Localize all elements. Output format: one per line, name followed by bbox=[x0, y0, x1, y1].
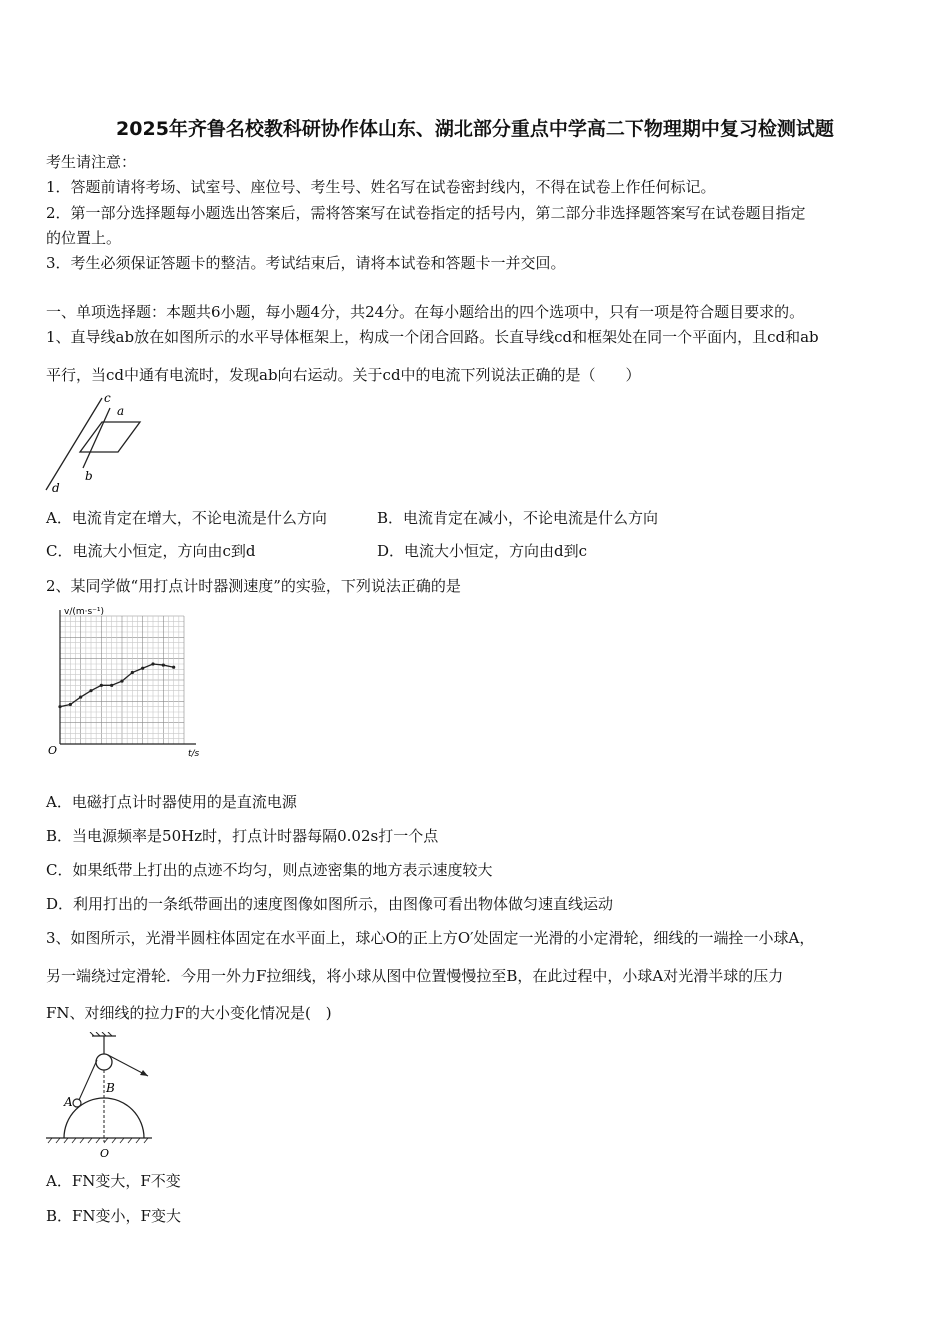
data-point bbox=[89, 689, 92, 692]
q1-circuit-figure bbox=[40, 390, 150, 498]
q1-option-b[interactable]: B．电流肯定在减小，不论电流是什么方向 bbox=[377, 509, 659, 527]
q1-stem-line-2: 平行，当cd中通有电流时，发现ab向右运动。关于cd中的电流下列说法正确的是（ ） bbox=[46, 366, 641, 384]
data-point bbox=[58, 705, 61, 708]
q3-stem-line-2: 另一端绕过定滑轮．今用一外力F拉细线，将小球从图中位置慢慢拉至B，在此过程中，小球A对光滑半球的压力 bbox=[46, 967, 784, 985]
q3-option-b[interactable]: B．FN变小，F变大 bbox=[46, 1207, 181, 1225]
label-a: a bbox=[117, 404, 125, 418]
section-heading: 一、单项选择题：本题共6小题，每小题4分，共24分。在每小题给出的四个选项中，只有一项是符合题目要求的。 bbox=[46, 303, 805, 321]
data-point bbox=[131, 671, 134, 674]
label-c: c bbox=[104, 391, 111, 405]
q2-option-d[interactable]: D．利用打出的一条纸带画出的速度图像如图所示，由图像可看出物体做匀速直线运动 bbox=[46, 895, 614, 913]
data-point bbox=[69, 703, 72, 706]
data-point bbox=[110, 684, 113, 687]
label-b: b bbox=[85, 469, 93, 483]
notice-item-3: 3．考生必须保证答题卡的整洁。考试结束后，请将本试卷和答题卡一并交回。 bbox=[46, 254, 566, 272]
q2-option-a[interactable]: A．电磁打点计时器使用的是直流电源 bbox=[46, 793, 297, 811]
data-point bbox=[172, 666, 175, 669]
q1-option-d[interactable]: D．电流大小恒定，方向由d到c bbox=[377, 542, 588, 560]
x-axis-label: t/s bbox=[188, 749, 200, 759]
data-point bbox=[79, 695, 82, 698]
notice-item-2-cont: 的位置上。 bbox=[46, 229, 122, 247]
data-point bbox=[151, 662, 154, 665]
wire-ab bbox=[83, 408, 110, 468]
q3-pulley-figure bbox=[44, 1032, 164, 1162]
notice-item-1: 1．答题前请将考场、试室号、座位号、考生号、姓名写在试卷密封线内，不得在试卷上作任何标记。 bbox=[46, 178, 716, 196]
data-point bbox=[100, 684, 103, 687]
data-point bbox=[162, 663, 165, 666]
notice-heading: 考生请注意： bbox=[46, 153, 137, 171]
q3-option-a[interactable]: A．FN变大，F不变 bbox=[46, 1172, 181, 1190]
data-point bbox=[141, 667, 144, 670]
q3-stem-line-3: FN、对细线的拉力F的大小变化情况是( ) bbox=[46, 1004, 332, 1022]
q2-option-c[interactable]: C．如果纸带上打出的点迹不均匀，则点迹密集的地方表示速度较大 bbox=[46, 861, 493, 879]
q1-stem-line-1: 1、直导线ab放在如图所示的水平导体框架上，构成一个闭合回路。长直导线cd和框架处在同一个平面内，且cd和ab bbox=[46, 328, 819, 346]
notice-item-2: 2．第一部分选择题每小题选出答案后，需将答案写在试卷指定的括号内，第二部分非选择题答案写在试卷题目指定 bbox=[46, 204, 806, 222]
label-B: B bbox=[106, 1081, 115, 1095]
frame bbox=[80, 422, 140, 452]
label-O: O bbox=[100, 1147, 110, 1160]
q1-option-a[interactable]: A．电流肯定在增大，不论电流是什么方向 bbox=[46, 509, 327, 527]
q1-option-c[interactable]: C．电流大小恒定，方向由c到d bbox=[46, 542, 256, 560]
label-d: d bbox=[52, 481, 60, 495]
page-title: 2025年齐鲁名校教科研协作体山东、湖北部分重点中学高二下物理期中复习检测试题 bbox=[116, 118, 834, 140]
ball-a-icon bbox=[73, 1099, 81, 1107]
q3-stem-line-1: 3、如图所示，光滑半圆柱体固定在水平面上，球心O的正上方O′处固定一光滑的小定滑轮，细线的一端拴一小球A， bbox=[46, 929, 815, 947]
data-point bbox=[120, 679, 123, 682]
q2-velocity-time-chart bbox=[44, 604, 214, 764]
q2-option-b[interactable]: B．当电源频率是50Hz时，打点计时器每隔0.02s打一个点 bbox=[46, 827, 439, 845]
origin-label: O bbox=[48, 744, 58, 757]
q2-stem: 2、某同学做“用打点计时器测速度”的实验，下列说法正确的是 bbox=[46, 577, 461, 595]
label-A: A bbox=[64, 1095, 73, 1109]
y-axis-label: v/(m·s⁻¹) bbox=[64, 607, 105, 617]
